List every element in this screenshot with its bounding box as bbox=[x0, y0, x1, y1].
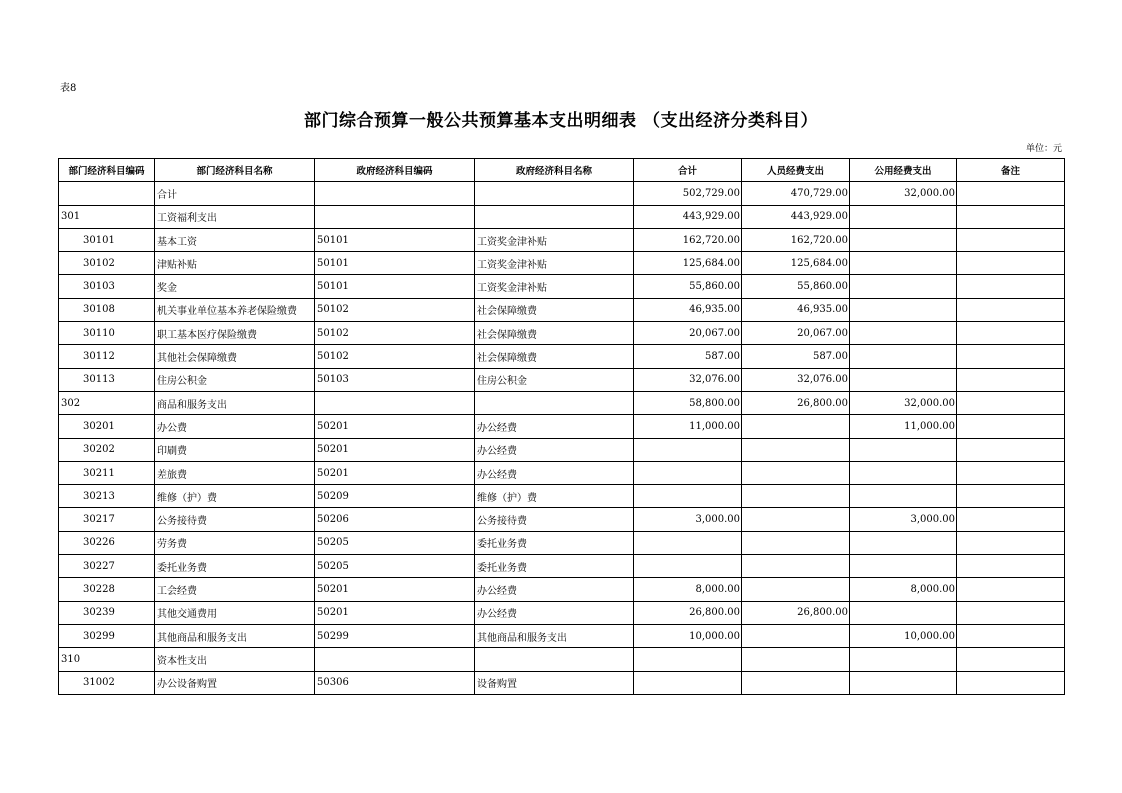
cell-gov-code bbox=[315, 391, 475, 414]
cell-gov-code bbox=[315, 648, 475, 671]
cell-public: 32,000.00 bbox=[850, 391, 957, 414]
cell-note bbox=[957, 415, 1065, 438]
cell-total: 55,860.00 bbox=[634, 275, 742, 298]
cell-note bbox=[957, 368, 1065, 391]
table-row bbox=[59, 485, 1065, 508]
cell-dept-code: 310 bbox=[59, 648, 155, 671]
cell-total: 8,000.00 bbox=[634, 578, 742, 601]
cell-personnel: 470,729.00 bbox=[742, 182, 850, 205]
cell-dept-code: 30110 bbox=[59, 322, 155, 345]
cell-total bbox=[634, 461, 742, 484]
cell-dept-name: 住房公积金 bbox=[155, 368, 315, 391]
cell-dept-name: 办公设备购置 bbox=[155, 671, 315, 694]
cell-note bbox=[957, 438, 1065, 461]
cell-dept-code: 30103 bbox=[59, 275, 155, 298]
cell-gov-name: 办公经费 bbox=[475, 438, 634, 461]
cell-total: 10,000.00 bbox=[634, 624, 742, 647]
cell-gov-name: 办公经费 bbox=[475, 601, 634, 624]
cell-dept-name: 印刷费 bbox=[155, 438, 315, 461]
cell-dept-name: 商品和服务支出 bbox=[155, 391, 315, 414]
cell-personnel: 443,929.00 bbox=[742, 205, 850, 228]
header-total: 合计 bbox=[634, 159, 742, 182]
cell-public bbox=[850, 275, 957, 298]
cell-personnel bbox=[742, 531, 850, 554]
header-dept-name: 部门经济科目名称 bbox=[155, 159, 315, 182]
cell-gov-code: 50209 bbox=[315, 485, 475, 508]
page-title: 部门综合预算一般公共预算基本支出明细表 （支出经济分类科目） bbox=[304, 111, 818, 131]
cell-total: 20,067.00 bbox=[634, 322, 742, 345]
cell-personnel: 125,684.00 bbox=[742, 252, 850, 275]
cell-dept-code: 30202 bbox=[59, 438, 155, 461]
table-row bbox=[59, 298, 1065, 321]
header-gov-name: 政府经济科目名称 bbox=[475, 159, 634, 182]
cell-gov-name: 工资奖金津补贴 bbox=[475, 275, 634, 298]
cell-gov-name bbox=[475, 205, 634, 228]
cell-dept-code: 30226 bbox=[59, 531, 155, 554]
cell-note bbox=[957, 671, 1065, 694]
cell-gov-code: 50201 bbox=[315, 415, 475, 438]
table-row bbox=[59, 578, 1065, 601]
cell-dept-name: 工资福利支出 bbox=[155, 205, 315, 228]
cell-note bbox=[957, 578, 1065, 601]
cell-gov-code: 50201 bbox=[315, 461, 475, 484]
table-row bbox=[59, 531, 1065, 554]
cell-total: 125,684.00 bbox=[634, 252, 742, 275]
cell-gov-name: 社会保障缴费 bbox=[475, 345, 634, 368]
table-row bbox=[59, 624, 1065, 647]
cell-personnel: 162,720.00 bbox=[742, 228, 850, 251]
unit-label: 单位：元 bbox=[1025, 144, 1062, 154]
cell-gov-name: 委托业务费 bbox=[475, 555, 634, 578]
cell-gov-name: 社会保障缴费 bbox=[475, 322, 634, 345]
cell-total: 11,000.00 bbox=[634, 415, 742, 438]
cell-dept-name: 办公费 bbox=[155, 415, 315, 438]
cell-public: 11,000.00 bbox=[850, 415, 957, 438]
cell-gov-name bbox=[475, 648, 634, 671]
cell-dept-name: 奖金 bbox=[155, 275, 315, 298]
cell-total: 587.00 bbox=[634, 345, 742, 368]
cell-gov-name: 设备购置 bbox=[475, 671, 634, 694]
cell-note bbox=[957, 252, 1065, 275]
table-row bbox=[59, 461, 1065, 484]
table-row bbox=[59, 555, 1065, 578]
cell-personnel: 587.00 bbox=[742, 345, 850, 368]
table-row bbox=[59, 391, 1065, 414]
cell-gov-code: 50101 bbox=[315, 252, 475, 275]
cell-dept-name: 其他商品和服务支出 bbox=[155, 624, 315, 647]
cell-dept-name: 基本工资 bbox=[155, 228, 315, 251]
cell-dept-code: 30201 bbox=[59, 415, 155, 438]
cell-dept-name: 差旅费 bbox=[155, 461, 315, 484]
cell-personnel bbox=[742, 648, 850, 671]
cell-gov-code: 50201 bbox=[315, 578, 475, 601]
cell-note bbox=[957, 531, 1065, 554]
cell-personnel bbox=[742, 671, 850, 694]
cell-personnel bbox=[742, 461, 850, 484]
cell-gov-code: 50299 bbox=[315, 624, 475, 647]
cell-public bbox=[850, 298, 957, 321]
cell-public bbox=[850, 461, 957, 484]
cell-note bbox=[957, 461, 1065, 484]
cell-gov-code: 50102 bbox=[315, 322, 475, 345]
cell-note bbox=[957, 485, 1065, 508]
table-row bbox=[59, 368, 1065, 391]
header-personnel: 人员经费支出 bbox=[742, 159, 850, 182]
cell-gov-name: 办公经费 bbox=[475, 415, 634, 438]
cell-public: 32,000.00 bbox=[850, 182, 957, 205]
cell-personnel bbox=[742, 624, 850, 647]
cell-public bbox=[850, 648, 957, 671]
cell-total bbox=[634, 438, 742, 461]
cell-total bbox=[634, 648, 742, 671]
cell-note bbox=[957, 205, 1065, 228]
cell-gov-code: 50101 bbox=[315, 228, 475, 251]
cell-total bbox=[634, 531, 742, 554]
cell-note bbox=[957, 322, 1065, 345]
cell-dept-name: 津贴补贴 bbox=[155, 252, 315, 275]
cell-dept-code: 30227 bbox=[59, 555, 155, 578]
table-row bbox=[59, 205, 1065, 228]
cell-dept-code: 30113 bbox=[59, 368, 155, 391]
cell-dept-code: 30213 bbox=[59, 485, 155, 508]
cell-public bbox=[850, 368, 957, 391]
cell-note bbox=[957, 298, 1065, 321]
cell-public bbox=[850, 601, 957, 624]
cell-personnel bbox=[742, 578, 850, 601]
table-header-row bbox=[59, 159, 1065, 182]
cell-note bbox=[957, 648, 1065, 671]
table-number: 表8 bbox=[60, 83, 77, 94]
cell-gov-name: 办公经费 bbox=[475, 461, 634, 484]
cell-gov-name: 公务接待费 bbox=[475, 508, 634, 531]
table-row bbox=[59, 648, 1065, 671]
cell-gov-code: 50306 bbox=[315, 671, 475, 694]
cell-personnel: 46,935.00 bbox=[742, 298, 850, 321]
header-note: 备注 bbox=[957, 159, 1065, 182]
cell-total: 26,800.00 bbox=[634, 601, 742, 624]
cell-dept-name: 公务接待费 bbox=[155, 508, 315, 531]
cell-note bbox=[957, 345, 1065, 368]
cell-total: 443,929.00 bbox=[634, 205, 742, 228]
cell-total: 46,935.00 bbox=[634, 298, 742, 321]
cell-note bbox=[957, 391, 1065, 414]
cell-total: 162,720.00 bbox=[634, 228, 742, 251]
table-row bbox=[59, 601, 1065, 624]
cell-dept-code: 30228 bbox=[59, 578, 155, 601]
cell-gov-name: 维修（护）费 bbox=[475, 485, 634, 508]
cell-gov-code bbox=[315, 182, 475, 205]
cell-dept-name: 维修（护）费 bbox=[155, 485, 315, 508]
cell-gov-code: 50201 bbox=[315, 601, 475, 624]
cell-gov-name bbox=[475, 391, 634, 414]
cell-public: 10,000.00 bbox=[850, 624, 957, 647]
cell-dept-code: 30217 bbox=[59, 508, 155, 531]
cell-note bbox=[957, 275, 1065, 298]
cell-public bbox=[850, 438, 957, 461]
header-dept-code: 部门经济科目编码 bbox=[59, 159, 155, 182]
cell-personnel: 55,860.00 bbox=[742, 275, 850, 298]
cell-total: 3,000.00 bbox=[634, 508, 742, 531]
cell-gov-name: 办公经费 bbox=[475, 578, 634, 601]
cell-gov-name: 工资奖金津补贴 bbox=[475, 252, 634, 275]
cell-personnel: 26,800.00 bbox=[742, 391, 850, 414]
cell-personnel: 20,067.00 bbox=[742, 322, 850, 345]
cell-dept-name: 其他社会保障缴费 bbox=[155, 345, 315, 368]
cell-dept-code: 31002 bbox=[59, 671, 155, 694]
cell-public bbox=[850, 485, 957, 508]
cell-public bbox=[850, 531, 957, 554]
cell-dept-name: 合计 bbox=[155, 182, 315, 205]
cell-gov-name: 社会保障缴费 bbox=[475, 298, 634, 321]
table-row bbox=[59, 252, 1065, 275]
cell-gov-name bbox=[475, 182, 634, 205]
cell-dept-code: 30211 bbox=[59, 461, 155, 484]
cell-gov-code: 50103 bbox=[315, 368, 475, 391]
cell-public bbox=[850, 322, 957, 345]
cell-personnel bbox=[742, 415, 850, 438]
cell-public bbox=[850, 555, 957, 578]
cell-gov-code: 50101 bbox=[315, 275, 475, 298]
cell-total bbox=[634, 555, 742, 578]
cell-total bbox=[634, 671, 742, 694]
cell-personnel: 32,076.00 bbox=[742, 368, 850, 391]
cell-total bbox=[634, 485, 742, 508]
cell-personnel bbox=[742, 555, 850, 578]
cell-total: 58,800.00 bbox=[634, 391, 742, 414]
cell-public bbox=[850, 252, 957, 275]
cell-gov-code: 50201 bbox=[315, 438, 475, 461]
cell-dept-code: 30239 bbox=[59, 601, 155, 624]
cell-public bbox=[850, 205, 957, 228]
cell-gov-code: 50206 bbox=[315, 508, 475, 531]
table-row bbox=[59, 322, 1065, 345]
cell-gov-code: 50205 bbox=[315, 531, 475, 554]
cell-gov-name: 工资奖金津补贴 bbox=[475, 228, 634, 251]
cell-gov-code: 50102 bbox=[315, 345, 475, 368]
cell-note bbox=[957, 182, 1065, 205]
cell-gov-code: 50102 bbox=[315, 298, 475, 321]
cell-dept-name: 资本性支出 bbox=[155, 648, 315, 671]
cell-dept-name: 委托业务费 bbox=[155, 555, 315, 578]
cell-public bbox=[850, 228, 957, 251]
table-row bbox=[59, 508, 1065, 531]
cell-dept-name: 职工基本医疗保险缴费 bbox=[155, 322, 315, 345]
cell-personnel bbox=[742, 438, 850, 461]
cell-dept-code bbox=[59, 182, 155, 205]
cell-dept-code: 30299 bbox=[59, 624, 155, 647]
table-row bbox=[59, 415, 1065, 438]
cell-note bbox=[957, 228, 1065, 251]
table-row bbox=[59, 671, 1065, 694]
header-public: 公用经费支出 bbox=[850, 159, 957, 182]
cell-gov-name: 住房公积金 bbox=[475, 368, 634, 391]
cell-total: 502,729.00 bbox=[634, 182, 742, 205]
cell-public: 8,000.00 bbox=[850, 578, 957, 601]
table-row bbox=[59, 345, 1065, 368]
cell-note bbox=[957, 508, 1065, 531]
budget-detail-table bbox=[58, 158, 1065, 695]
cell-personnel bbox=[742, 508, 850, 531]
cell-dept-name: 机关事业单位基本养老保险缴费 bbox=[155, 298, 315, 321]
cell-note bbox=[957, 624, 1065, 647]
cell-dept-code: 302 bbox=[59, 391, 155, 414]
header-gov-code: 政府经济科目编码 bbox=[315, 159, 475, 182]
cell-public: 3,000.00 bbox=[850, 508, 957, 531]
cell-gov-code bbox=[315, 205, 475, 228]
table-row bbox=[59, 438, 1065, 461]
cell-dept-name: 工会经费 bbox=[155, 578, 315, 601]
table-row bbox=[59, 182, 1065, 205]
cell-dept-code: 301 bbox=[59, 205, 155, 228]
cell-personnel bbox=[742, 485, 850, 508]
cell-dept-name: 其他交通费用 bbox=[155, 601, 315, 624]
cell-gov-name: 委托业务费 bbox=[475, 531, 634, 554]
cell-dept-code: 30108 bbox=[59, 298, 155, 321]
cell-personnel: 26,800.00 bbox=[742, 601, 850, 624]
cell-public bbox=[850, 345, 957, 368]
cell-dept-code: 30102 bbox=[59, 252, 155, 275]
table-row bbox=[59, 228, 1065, 251]
cell-dept-code: 30101 bbox=[59, 228, 155, 251]
cell-note bbox=[957, 555, 1065, 578]
cell-note bbox=[957, 601, 1065, 624]
cell-public bbox=[850, 671, 957, 694]
table-row bbox=[59, 275, 1065, 298]
cell-gov-name: 其他商品和服务支出 bbox=[475, 624, 634, 647]
cell-dept-code: 30112 bbox=[59, 345, 155, 368]
cell-gov-code: 50205 bbox=[315, 555, 475, 578]
cell-dept-name: 劳务费 bbox=[155, 531, 315, 554]
cell-total: 32,076.00 bbox=[634, 368, 742, 391]
